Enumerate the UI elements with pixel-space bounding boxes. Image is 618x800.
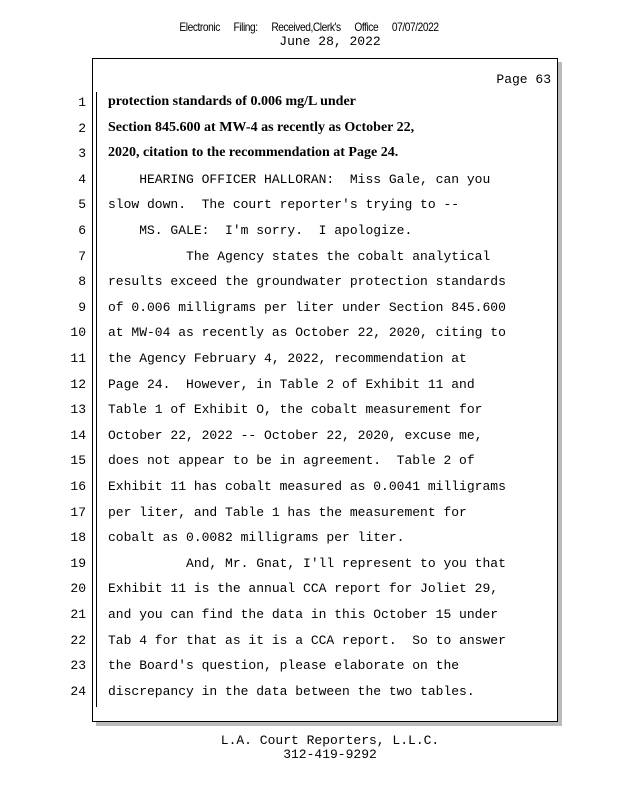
line-number: 23 (70, 658, 86, 674)
line-number: 4 (78, 171, 86, 187)
page-number: Page 63 (496, 72, 551, 87)
transcript-line: 2020, citation to the recommendation at Page 24. (108, 145, 399, 161)
footer-company: L.A. Court Reporters, L.L.C. (220, 733, 440, 748)
transcript-line: cobalt as 0.0082 milligrams per liter. (108, 530, 405, 546)
stamp-date: 07/07/2022 (391, 20, 439, 34)
transcript-line: Section 845.600 at MW-4 as recently as October 22, (108, 119, 415, 135)
line-number: 18 (70, 530, 86, 546)
transcript-line: per liter, and Table 1 has the measurement for (108, 504, 467, 520)
transcript-line: of 0.006 milligrams per liter under Section 845.600 (108, 299, 506, 315)
line-number: 17 (70, 504, 86, 520)
line-number: 6 (78, 223, 86, 238)
margin-line (96, 92, 97, 707)
transcript-line: Tab 4 for that as it is a CCA report. So to answer (108, 632, 506, 648)
line-number: 14 (70, 427, 86, 443)
transcript-line: and you can find the data in this October 15 under (108, 607, 499, 622)
transcript-line: at MW-04 as recently as October 22, 2020, citing to (108, 325, 506, 341)
line-number: 21 (70, 607, 86, 622)
transcript-line: the Agency February 4, 2022, recommendation at (108, 351, 467, 366)
transcript-line: results exceed the groundwater protection standards (108, 274, 506, 290)
transcript-line: Exhibit 11 is the annual CCA report for Joliet 29, (108, 581, 499, 597)
transcript-line: does not appear to be in agreement. Table 2 of (108, 453, 475, 469)
line-number: 15 (70, 453, 86, 469)
stamp-text: Received,Clerk's (271, 20, 341, 34)
line-number: 5 (78, 197, 86, 213)
transcript-line: Table 1 of Exhibit O, the cobalt measurement for (108, 402, 483, 418)
transcript-line: MS. GALE: I'm sorry. I apologize. (108, 223, 413, 238)
line-number: 13 (70, 402, 86, 418)
transcript-line: protection standards of 0.006 mg/L under (108, 94, 356, 109)
line-number: 19 (70, 555, 86, 571)
stamp-text: Filing: (233, 20, 258, 34)
transcript-line: And, Mr. Gnat, I'll represent to you that (108, 555, 506, 571)
transcript-line: discrepancy in the data between the two tables. (108, 683, 475, 699)
line-number: 2 (78, 120, 86, 136)
line-number: 1 (78, 95, 86, 110)
stamp-text: Office (354, 20, 379, 34)
line-number: 24 (70, 683, 86, 699)
line-number: 16 (70, 479, 86, 494)
transcript-line: The Agency states the cobalt analytical (108, 248, 491, 264)
line-number: 10 (70, 325, 86, 341)
transcript-line: Exhibit 11 has cobalt measured as 0.0041 milligrams (108, 479, 506, 494)
electronic-filing-stamp (46, 20, 571, 34)
footer-phone: 312-419-9292 (283, 747, 377, 762)
line-number: 22 (70, 632, 86, 648)
line-number: 7 (78, 248, 86, 264)
line-number: 20 (70, 581, 86, 597)
line-number: 3 (78, 146, 86, 162)
transcript-line: the Board's question, please elaborate on the (108, 658, 460, 674)
stamp-text: Electronic (179, 20, 220, 34)
line-number: 8 (78, 274, 86, 290)
transcript-line: slow down. The court reporter's trying to -- (108, 197, 460, 213)
transcript-line: Page 24. However, in Table 2 of Exhibit 11 and (108, 376, 475, 392)
transcript-line: HEARING OFFICER HALLORAN: Miss Gale, can you (108, 171, 491, 187)
line-number: 9 (78, 299, 86, 315)
transcript-line: October 22, 2022 -- October 22, 2020, excuse me, (108, 427, 483, 443)
line-number: 11 (70, 351, 86, 366)
hearing-date: June 28, 2022 (279, 34, 381, 49)
line-number: 12 (70, 376, 86, 392)
